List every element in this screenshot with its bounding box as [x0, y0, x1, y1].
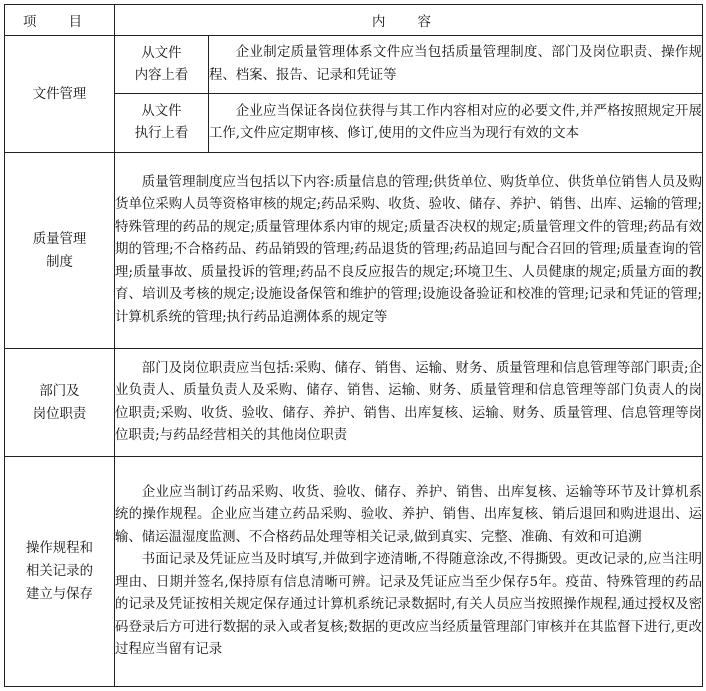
paragraph: 企业制定质量管理体系文件应当包括质量管理制度、部门及岗位职责、操作规程、档案、报告、记录和凭证等: [209, 45, 703, 83]
duties-label: [5, 349, 115, 457]
table-row: [5, 153, 703, 349]
duties-text: [115, 349, 703, 457]
label-line: 制度: [46, 254, 73, 270]
table-header-row: [5, 5, 703, 36]
sublabel-line: 执行上看: [134, 126, 189, 141]
procedures-label: [5, 457, 115, 687]
sublabel-line: 从文件: [141, 104, 182, 119]
sublabel-line: 内容上看: [134, 67, 189, 83]
doc-exec-sublabel: [115, 94, 209, 153]
paragraph: 企业应当保证各岗位获得与其工作内容相对应的必要文件,并严格按照规定开展工作,文件应定期审核、修订,使用的文件应当为现行有效的文本: [209, 103, 703, 141]
quality-system-label: [5, 153, 115, 349]
paragraph: 部门及岗位职责应当包括:采购、储存、销售、运输、财务、质量管理和信息管理等部门职责;企业负责人、质量负责人及采购、储存、销售、运输、财务、质量管理和信息管理等部门负责人的岗位职责;采购、收货、验收、储存、养护、销售、出库复核、运输、财务、质量管理、信息管理等岗位职责;与药品经营相关的其他岗位职责: [115, 360, 703, 443]
paragraph: 企业应当制订药品采购、收货、验收、储存、养护、销售、出库复核、运输等环节及计算机系统的操作规程。企业应当建立药品采购、验收、养护、销售、出库复核、销后退回和购进退出、运输、储运温湿度监测、不合格药品处理等相关记录,做到真实、完整、准确、有效和可追溯: [115, 484, 703, 545]
label-line: 部门及: [39, 383, 80, 399]
label-line: 操作规程和: [26, 541, 93, 556]
doc-content-text: [209, 36, 703, 94]
label-line: 质量管理: [32, 231, 87, 247]
quality-system-text: [115, 153, 703, 349]
doc-content-sublabel: [115, 36, 209, 94]
content-table: [4, 4, 703, 687]
procedures-text: [115, 457, 703, 687]
header-content: 内 容: [115, 5, 703, 36]
table-row: [5, 36, 703, 94]
doc-mgmt-label: 文件管理: [5, 36, 115, 153]
label-line: 岗位职责: [32, 406, 87, 422]
table-row: [5, 349, 703, 457]
paragraph: 书面记录及凭证应当及时填写,并做到字迹清晰,不得随意涂改,不得撕毁。更改记录的,应当注明理由、日期并签名,保持原有信息清晰可辨。记录及凭证应当至少保存5年。疫苗、特殊管理的药品的记录及凭证按相关规定保存通过计算机系统记录数据时,有关人员应当按照操作规程,通过授权及密码登录后方可进行数据的录入或者复核;数据的更改应当经质量管理部门审核并在其监督下进行,更改过程应当留有记录: [115, 552, 703, 657]
sublabel-line: 从文件: [141, 45, 182, 61]
paragraph: 质量管理制度应当包括以下内容:质量信息的管理;供货单位、购货单位、供货单位销售人员及购货单位采购人员等资格审核的规定;药品采购、收货、验收、储存、养护、销售、出库、运输的管理;特殊管理的药品的规定;质量管理体系内审的规定;质量否决权的规定;质量管理文件的管理;药品有效期的管理;不合格药品、药品销毁的管理;药品退货的管理;药品追回与配合召回的管理;质量查询的管理;质量事故、质量投诉的管理;药品不良反应报告的规定;环境卫生、人员健康的规定;质量方面的教育、培训及考核的规定;设施设备保管和维护的管理;设施设备验证和校准的管理;记录和凭证的管理;计算机系统的管理;执行药品追溯体系的规定等: [115, 174, 703, 325]
label-line: 建立与保存: [26, 587, 93, 602]
header-item: 项 目: [5, 5, 115, 36]
doc-exec-text: [209, 94, 703, 153]
label-line: 相关记录的: [26, 564, 93, 579]
table-row: [5, 457, 703, 687]
